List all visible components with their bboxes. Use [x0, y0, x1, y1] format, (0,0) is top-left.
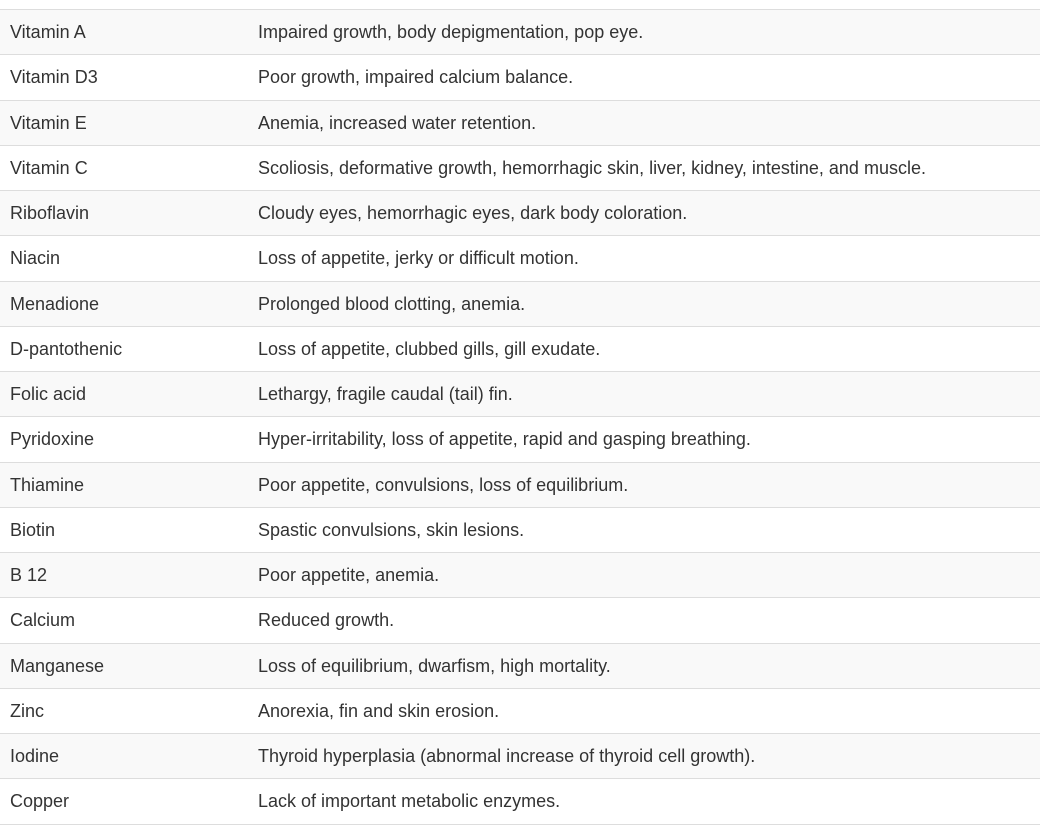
table-row: [0, 145, 1040, 190]
table-row: [0, 191, 1040, 236]
table-row: [0, 100, 1040, 145]
table-row: [0, 507, 1040, 552]
nutrient-cell: Riboflavin: [0, 191, 247, 236]
table-row: [0, 734, 1040, 779]
nutrient-cell: Biotin: [0, 507, 247, 552]
symptom-cell: Spastic convulsions, skin lesions.: [247, 507, 1040, 552]
table-row: [0, 372, 1040, 417]
nutrient-cell: B 12: [0, 553, 247, 598]
nutrient-cell: D-pantothenic: [0, 326, 247, 371]
symptom-cell: Anemia, increased water retention.: [247, 100, 1040, 145]
table-row: [0, 55, 1040, 100]
table-row: [0, 10, 1040, 55]
table-body: [0, 10, 1040, 825]
nutrient-cell: Manganese: [0, 643, 247, 688]
symptom-cell: Loss of appetite, clubbed gills, gill exudate.: [247, 326, 1040, 371]
deficiency-table: [0, 9, 1040, 825]
table-row: [0, 462, 1040, 507]
symptom-cell: Hyper-irritability, loss of appetite, rapid and gasping breathing.: [247, 417, 1040, 462]
nutrient-cell: Zinc: [0, 688, 247, 733]
symptom-cell: Anorexia, fin and skin erosion.: [247, 688, 1040, 733]
symptom-cell: Prolonged blood clotting, anemia.: [247, 281, 1040, 326]
symptom-cell: Lethargy, fragile caudal (tail) fin.: [247, 372, 1040, 417]
table-row: [0, 598, 1040, 643]
table-row: [0, 326, 1040, 371]
symptom-cell: Thyroid hyperplasia (abnormal increase of thyroid cell growth).: [247, 734, 1040, 779]
symptom-cell: Loss of equilibrium, dwarfism, high mortality.: [247, 643, 1040, 688]
nutrient-cell: Iodine: [0, 734, 247, 779]
nutrient-cell: Pyridoxine: [0, 417, 247, 462]
symptom-cell: Impaired growth, body depigmentation, pop eye.: [247, 10, 1040, 55]
table-row: [0, 643, 1040, 688]
table-row: [0, 236, 1040, 281]
table-row: [0, 553, 1040, 598]
nutrient-cell: Vitamin A: [0, 10, 247, 55]
nutrient-cell: Thiamine: [0, 462, 247, 507]
nutrient-cell: Vitamin E: [0, 100, 247, 145]
nutrient-cell: Calcium: [0, 598, 247, 643]
symptom-cell: Loss of appetite, jerky or difficult motion.: [247, 236, 1040, 281]
nutrient-cell: Niacin: [0, 236, 247, 281]
nutrient-cell: Copper: [0, 779, 247, 824]
symptom-cell: Scoliosis, deformative growth, hemorrhagic skin, liver, kidney, intestine, and muscle.: [247, 145, 1040, 190]
nutrient-cell: Menadione: [0, 281, 247, 326]
nutrient-cell: Folic acid: [0, 372, 247, 417]
table-row: [0, 779, 1040, 824]
table-row: [0, 417, 1040, 462]
symptom-cell: Poor appetite, anemia.: [247, 553, 1040, 598]
symptom-cell: Lack of important metabolic enzymes.: [247, 779, 1040, 824]
symptom-cell: Poor growth, impaired calcium balance.: [247, 55, 1040, 100]
table-row: [0, 281, 1040, 326]
symptom-cell: Reduced growth.: [247, 598, 1040, 643]
nutrient-cell: Vitamin C: [0, 145, 247, 190]
table-row: [0, 688, 1040, 733]
nutrient-cell: Vitamin D3: [0, 55, 247, 100]
symptom-cell: Poor appetite, convulsions, loss of equilibrium.: [247, 462, 1040, 507]
symptom-cell: Cloudy eyes, hemorrhagic eyes, dark body coloration.: [247, 191, 1040, 236]
